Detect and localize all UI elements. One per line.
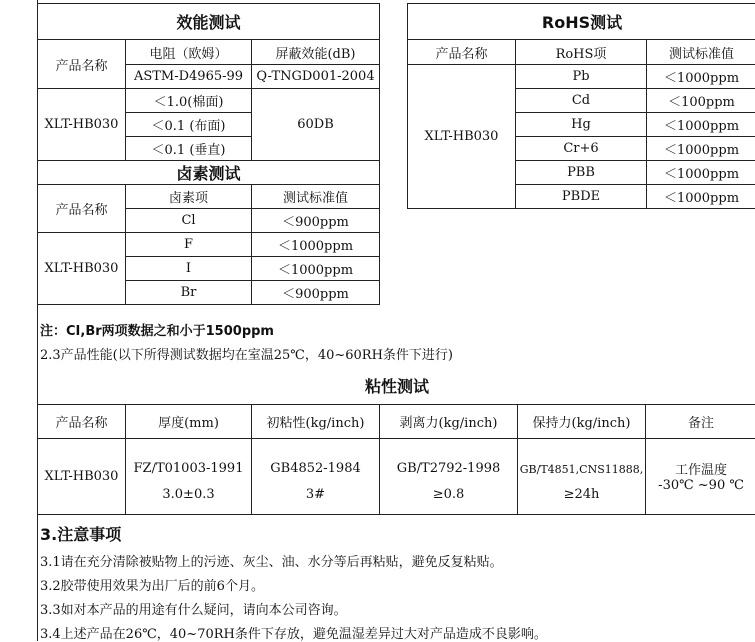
performance-table <box>37 3 380 305</box>
adhesion-standard: GB/T2792-1998 <box>380 438 518 476</box>
performance-col-resistance: 电阻（欧姆） <box>126 40 252 65</box>
rohs-item: Cd <box>516 89 647 113</box>
halogen-note: 注：CI,Br两项数据之和小于1500ppm <box>40 320 274 339</box>
adhesion-value: ≥0.8 <box>380 476 518 514</box>
halogen-value: ＜900ppm <box>252 209 380 233</box>
halogen-col-product: 产品名称 <box>38 185 126 233</box>
adhesion-standard: GB4852-1984 <box>252 438 380 476</box>
adhesion-header: 厚度(mm) <box>126 404 252 438</box>
adhesion-value: 3.0±0.3 <box>126 476 252 514</box>
performance-std-resistance: ASTM-D4965-99 <box>126 65 252 89</box>
adhesion-standard: GB/T4851,CNS11888, <box>518 438 646 476</box>
section-2-3-text: 2.3产品性能(以下所得测试数据均在室温25℃，40~60RH条件下进行) <box>40 344 453 363</box>
rohs-item: Pb <box>516 65 647 89</box>
adhesion-product: XLT-HB030 <box>38 438 126 514</box>
adhesion-header: 剥离力(kg/inch) <box>380 404 518 438</box>
halogen-title: 卤素测试 <box>38 161 380 185</box>
adhesion-title: 粘性测试 <box>38 368 755 404</box>
performance-product: XLT-HB030 <box>38 89 126 161</box>
halogen-item: I <box>126 257 252 281</box>
halogen-value: ＜900ppm <box>252 281 380 305</box>
adhesion-value: 3# <box>252 476 380 514</box>
adhesion-header: 产品名称 <box>38 404 126 438</box>
halogen-item: Br <box>126 281 252 305</box>
performance-shield-value: 60DB <box>252 89 380 161</box>
performance-col-shield: 屏蔽效能(dB) <box>252 40 380 65</box>
rohs-title: RoHS测试 <box>408 4 755 40</box>
performance-row: ＜0.1 (布面) <box>126 113 252 137</box>
rohs-value: ＜1000ppm <box>647 65 755 89</box>
adhesion-standard: FZ/T01003-1991 <box>126 438 252 476</box>
performance-row: ＜1.0(棉面) <box>126 89 252 113</box>
adhesion-remark-line1: 工作温度 <box>646 459 755 478</box>
halogen-item: Cl <box>126 209 252 233</box>
halogen-value: ＜1000ppm <box>252 233 380 257</box>
performance-row: ＜0.1 (垂直) <box>126 137 252 161</box>
rohs-item: Hg <box>516 113 647 137</box>
halogen-item: F <box>126 233 252 257</box>
halogen-value: ＜1000ppm <box>252 257 380 281</box>
note-item: 3.4上述产品在26℃，40~70RH条件下存放，避免温湿差异过大对产品造成不良影响。 <box>40 623 547 642</box>
adhesion-value: ≥24h <box>518 476 646 514</box>
note-item: 3.3如对本产品的用途有什么疑问，请向本公司咨询。 <box>40 599 347 618</box>
rohs-value: ＜100ppm <box>647 89 755 113</box>
rohs-value: ＜1000ppm <box>647 113 755 137</box>
rohs-value: ＜1000ppm <box>647 137 755 161</box>
adhesion-remark-line2: -30℃ ~90 ℃ <box>646 478 755 493</box>
notes-title: 3.注意事项 <box>40 522 121 545</box>
adhesion-remark <box>646 438 755 514</box>
rohs-item: PBB <box>516 161 647 185</box>
halogen-col-item: 卤素项 <box>126 185 252 209</box>
note-item: 3.2胶带使用效果为出厂后的前6个月。 <box>40 575 264 594</box>
rohs-table <box>407 3 755 209</box>
rohs-col-item: RoHS项 <box>516 40 647 65</box>
performance-std-shield: Q-TNGD001-2004 <box>252 65 380 89</box>
halogen-product: XLT-HB030 <box>38 233 126 305</box>
halogen-col-standard: 测试标准值 <box>252 185 380 209</box>
rohs-item: Cr+6 <box>516 137 647 161</box>
performance-col-product: 产品名称 <box>38 40 126 89</box>
rohs-col-standard: 测试标准值 <box>647 40 755 65</box>
rohs-col-product: 产品名称 <box>408 40 516 65</box>
adhesion-header: 初粘性(kg/inch) <box>252 404 380 438</box>
adhesion-header: 备注 <box>646 404 755 438</box>
rohs-item: PBDE <box>516 185 647 209</box>
note-item: 3.1请在充分清除被贴物上的污迹、灰尘、油、水分等后再粘贴，避免反复粘贴。 <box>40 551 503 570</box>
rohs-value: ＜1000ppm <box>647 161 755 185</box>
adhesion-table <box>37 368 755 515</box>
rohs-product: XLT-HB030 <box>408 65 516 209</box>
performance-title: 效能测试 <box>38 4 380 40</box>
rohs-value: ＜1000ppm <box>647 185 755 209</box>
adhesion-header: 保持力(kg/inch) <box>518 404 646 438</box>
